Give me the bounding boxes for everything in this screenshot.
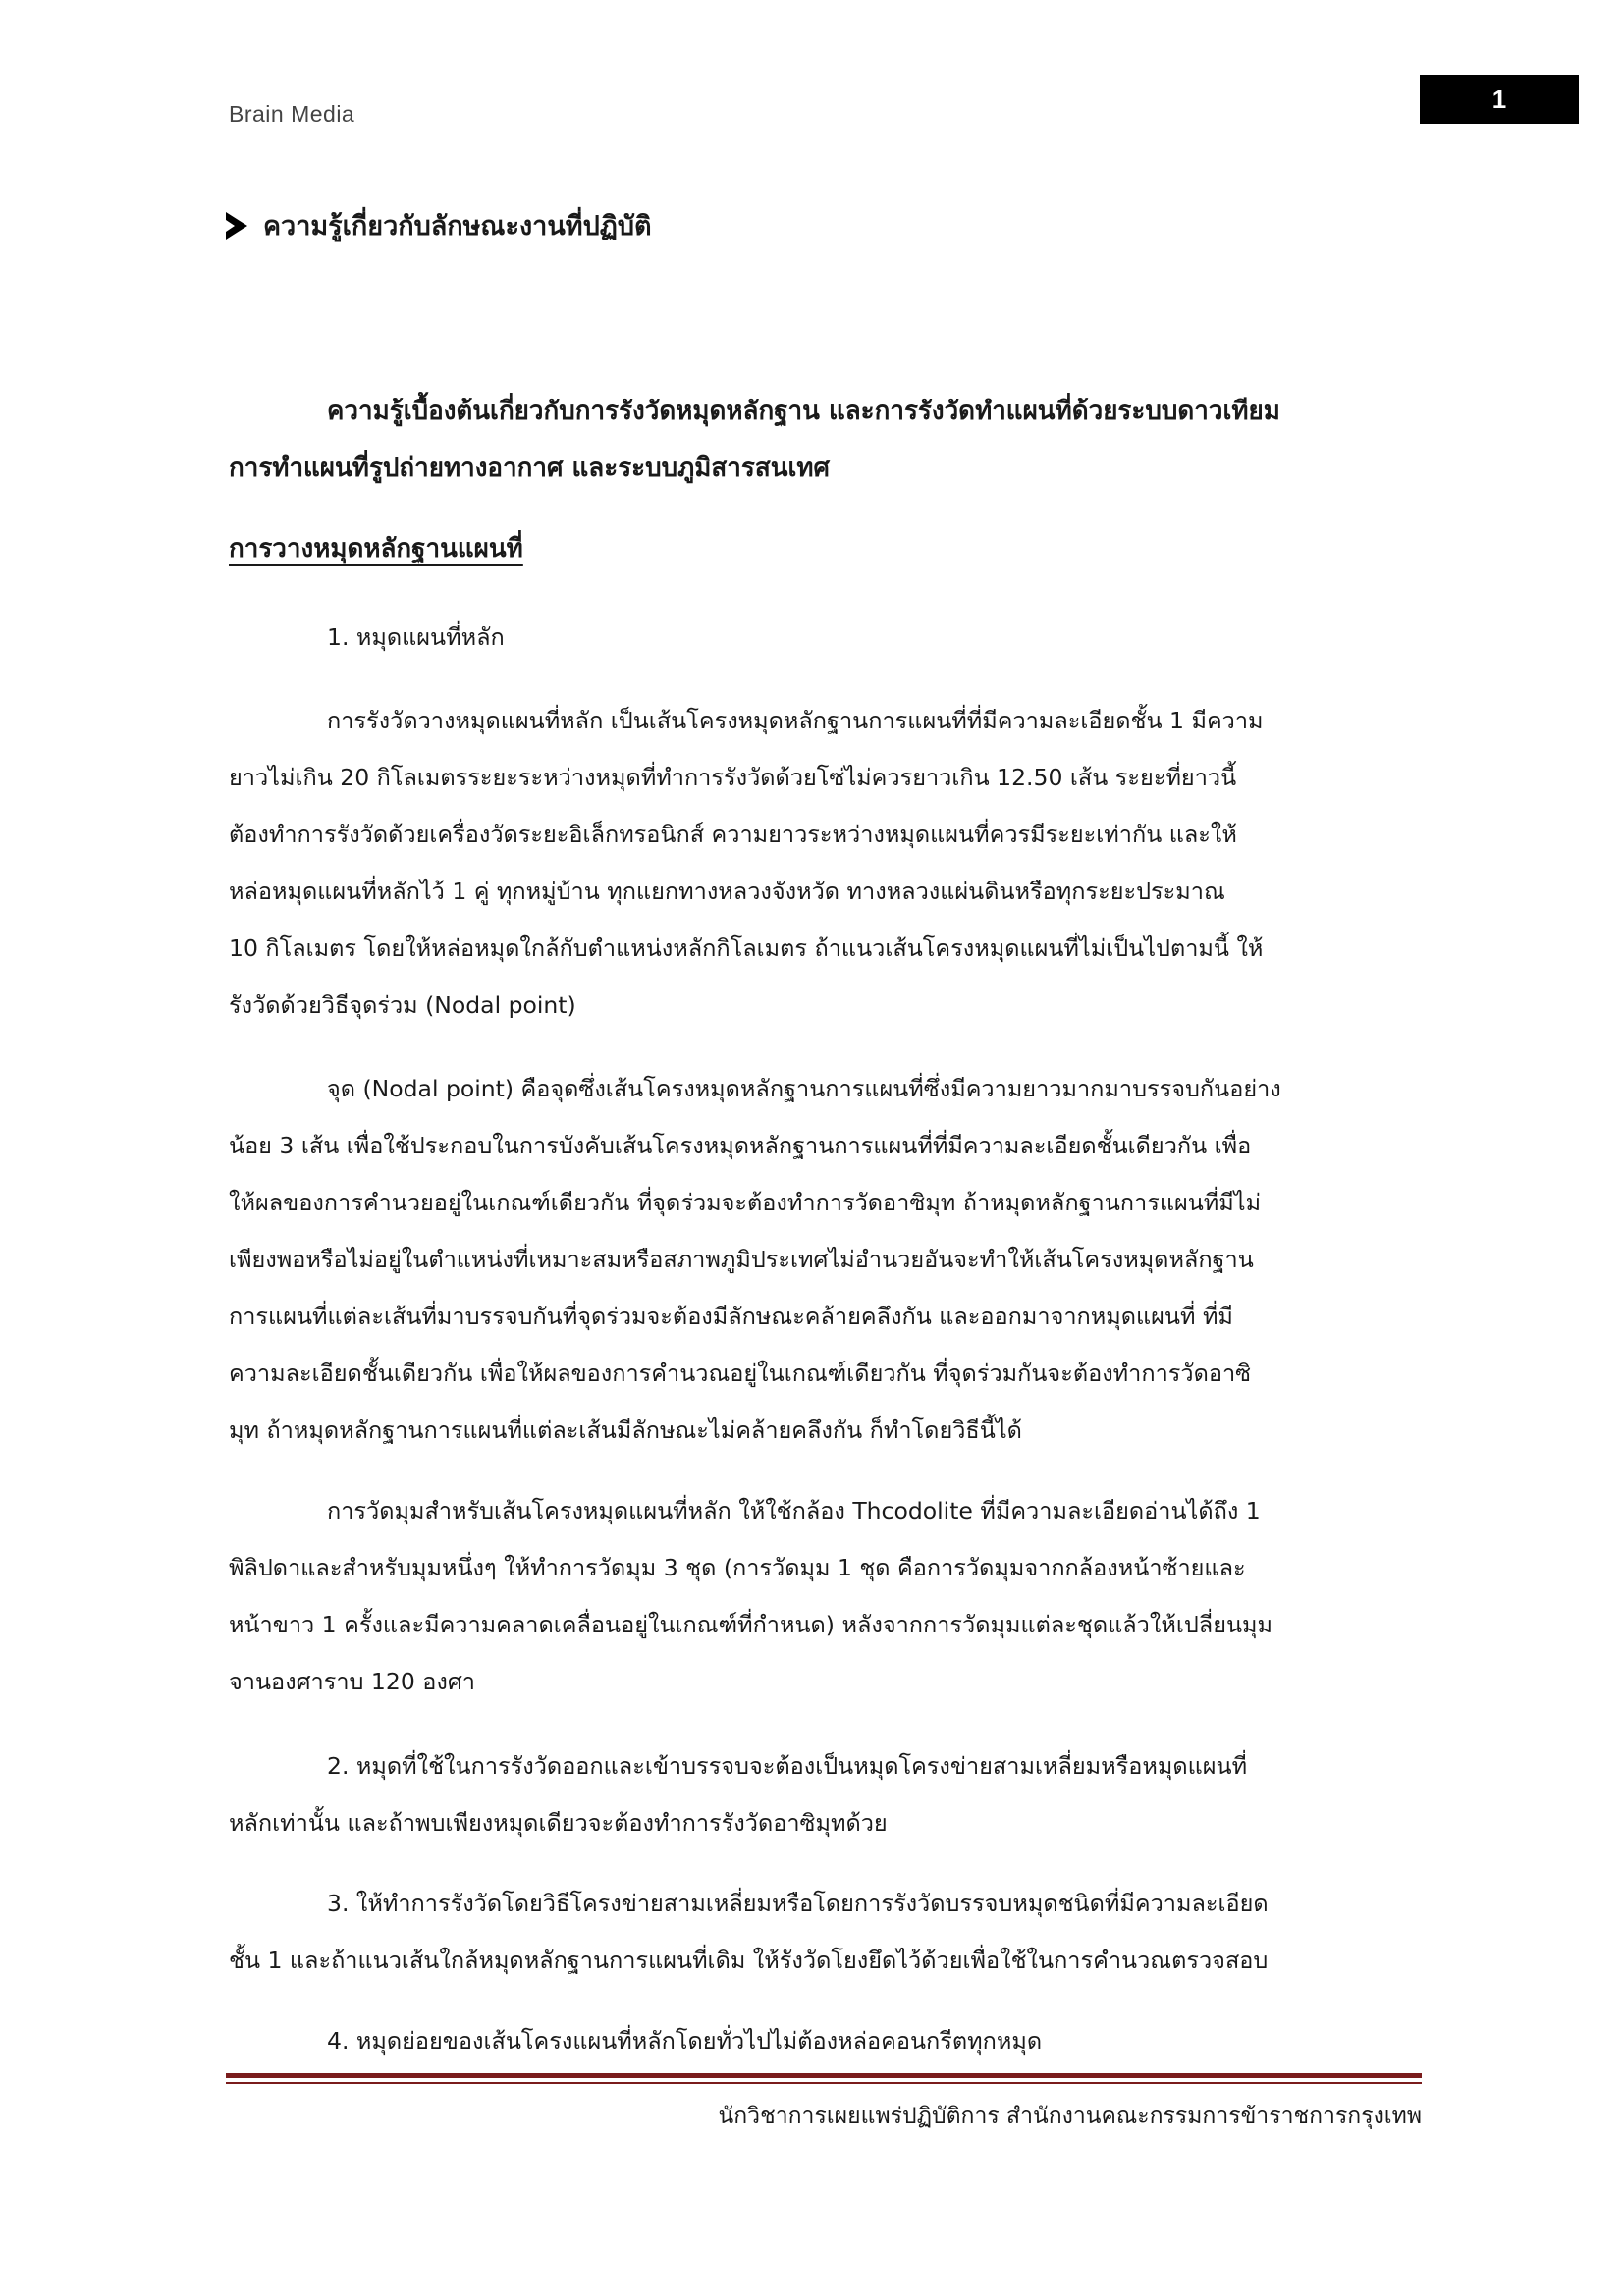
paragraph-4: [229, 1737, 1422, 1851]
item-1-title-block: [229, 609, 1422, 666]
paragraph-line: น้อย 3 เส้น เพื่อใช้ประกอบในการบังคับเส้นโครงหมุดหลักฐานการแผนที่ที่มีความละเอียดชั้นเดียวกัน เพื่อ: [229, 1132, 1252, 1159]
brand-name: Brain Media: [229, 101, 355, 127]
paragraph-6: [229, 2012, 1422, 2069]
paragraph-line: ให้ผลของการคำนวยอยู่ในเกณฑ์เดียวกัน ที่จุดร่วมจะต้องทำการวัดอาซิมุท ถ้าหมุดหลักฐานการแผนที่มีไม่: [229, 1189, 1262, 1216]
paragraph-line: เพียงพอหรือไม่อยู่ในตำแหน่งที่เหมาะสมหรือสภาพภูมิประเทศไม่อำนวยอันจะทำให้เส้นโครงหมุดหลักฐาน: [229, 1246, 1254, 1273]
paragraph-line: มุท ถ้าหมุดหลักฐานการแผนที่แต่ละเส้นมีลักษณะไม่คล้ายคลึงกัน ก็ทำโดยวิธีนี้ได้: [229, 1416, 1022, 1444]
paragraph-line: พิลิปดาและสำหรับมุมหนึ่งๆ ให้ทำการวัดมุม 3 ชุด (การวัดมุม 1 ชุด คือการวัดมุมจากกล้องหน้าซ้ายและ: [229, 1554, 1246, 1581]
paragraph-line: การรังวัดวางหมุดแผนที่หลัก เป็นเส้นโครงหมุดหลักฐานการแผนที่ที่มีความละเอียดชั้น 1 มีความ: [327, 707, 1264, 734]
section-heading: [226, 204, 652, 246]
paragraph-line: ยาวไม่เกิน 20 กิโลเมตรระยะระหว่างหมุดที่ทำการรังวัดด้วยโซ่ไม่ควรยาวเกิน 12.50 เส้น ระยะที่ยาวนี้: [229, 764, 1237, 791]
paragraph-1: [229, 692, 1422, 1034]
section-heading-text: ความรู้เกี่ยวกับลักษณะงานที่ปฏิบัติ: [263, 211, 652, 241]
intro-title: [229, 383, 1422, 497]
paragraph-5: [229, 1875, 1422, 1989]
paragraph-line: รังวัดด้วยวิธีจุดร่วม (Nodal point): [229, 991, 576, 1019]
footer-text: นักวิชาการเผยแพร่ปฏิบัติการ สำนักงานคณะกรรมการข้าราชการกรุงเทพ: [718, 2104, 1422, 2129]
paragraph-line: 2. หมุดที่ใช้ในการรังวัดออกและเข้าบรรจบจะต้องเป็นหมุดโครงข่ายสามเหลี่ยมหรือหมุดแผนที่: [327, 1752, 1248, 1780]
paragraph-line: 4. หมุดย่อยของเส้นโครงแผนที่หลักโดยทั่วไปไม่ต้องหล่อคอนกรีตทุกหมุด: [327, 2027, 1043, 2055]
paragraph-line: การวัดมุมสำหรับเส้นโครงหมุดแผนที่หลัก ให้ใช้กล้อง Thcodolite ที่มีความละเอียดอ่านได้ถึง 1: [327, 1497, 1261, 1524]
paragraph-line: ความละเอียดชั้นเดียวกัน เพื่อให้ผลของการคำนวณอยู่ในเกณฑ์เดียวกัน ที่จุดร่วมกันจะต้องทำการวัดอาซิ: [229, 1360, 1252, 1387]
intro-title-line-2: การทำแผนที่รูปถ่ายทางอากาศ และระบบภูมิสารสนเทศ: [229, 454, 831, 483]
subheading: การวางหมุดหลักฐานแผนที่: [229, 534, 523, 563]
paragraph-line: หล่อหมุดแผนที่หลักไว้ 1 คู่ ทุกหมู่บ้าน ทุกแยกทางหลวงจังหวัด ทางหลวงแผ่นดินหรือทุกระยะประมาณ: [229, 878, 1225, 905]
paragraph-line: หน้าขาว 1 ครั้งและมีความคลาดเคลื่อนอยู่ในเกณฑ์ที่กำหนด) หลังจากการวัดมุมแต่ละชุดแล้วให้เปลี่ยนมุม: [229, 1611, 1273, 1638]
paragraph-line: 3. ให้ทำการรังวัดโดยวิธีโครงข่ายสามเหลี่ยมหรือโดยการรังวัดบรรจบหมุดชนิดที่มีความละเอียด: [327, 1890, 1269, 1917]
item-1-title: 1. หมุดแผนที่หลัก: [327, 623, 505, 651]
paragraph-line: จานองศาราบ 120 องศา: [229, 1668, 475, 1695]
intro-title-line-1: ความรู้เบื้องต้นเกี่ยวกับการรังวัดหมุดหลักฐาน และการรังวัดทำแผนที่ด้วยระบบดาวเทียม: [327, 397, 1280, 426]
paragraph-line: หลักเท่านั้น และถ้าพบเพียงหมุดเดียวจะต้องทำการรังวัดอาซิมุทด้วย: [229, 1809, 888, 1837]
paragraph-line: การแผนที่แต่ละเส้นที่มาบรรจบกันที่จุดร่วมจะต้องมีลักษณะคล้ายคลึงกัน และออกมาจากหมุดแผนที่ ที่มี: [229, 1303, 1233, 1330]
footer-rule: [226, 2073, 1422, 2078]
paragraph-3: [229, 1482, 1422, 1710]
paragraph-line: จุด (Nodal point) คือจุดซึ่งเส้นโครงหมุดหลักฐานการแผนที่ซึ่งมีความยาวมากมาบรรจบกันอย่าง: [327, 1075, 1281, 1102]
paragraph-line: ต้องทำการรังวัดด้วยเครื่องวัดระยะอิเล็กทรอนิกส์ ความยาวระหว่างหมุดแผนที่ควรมีระยะเท่ากัน และให้: [229, 821, 1237, 848]
paragraph-line: 10 กิโลเมตร โดยให้หล่อหมุดใกล้กับตำแหน่งหลักกิโลเมตร ถ้าแนวเส้นโครงหมุดแผนที่ไม่เป็นไปตามนี้ ให้: [229, 934, 1264, 962]
arrow-bullet-icon: [226, 212, 247, 240]
page-number: 1: [1420, 75, 1579, 124]
paragraph-2: [229, 1060, 1422, 1459]
footer-rule-secondary: [226, 2082, 1422, 2084]
paragraph-line: ชั้น 1 และถ้าแนวเส้นใกล้หมุดหลักฐานการแผนที่เดิม ให้รังวัดโยงยึดไว้ด้วยเพื่อใช้ในการคำนวณตรวจสอบ: [229, 1947, 1269, 1974]
